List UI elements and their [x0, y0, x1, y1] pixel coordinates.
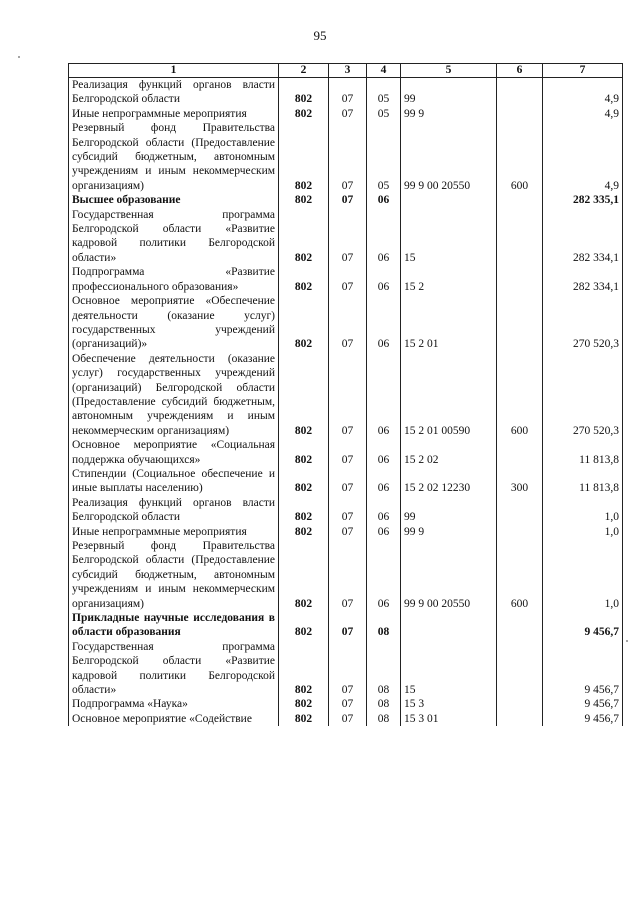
target-article-cell: 99 9 — [401, 525, 497, 539]
table-row — [69, 611, 623, 640]
expense-type-cell: 600 — [497, 352, 543, 438]
header-cell: 7 — [543, 64, 623, 78]
table-row — [69, 640, 623, 698]
expense-type-cell — [497, 107, 543, 121]
code-cell: 802 — [279, 438, 329, 467]
amount-cell: 1,0 — [543, 496, 623, 525]
section-cell: 07 — [329, 294, 367, 352]
row-name-cell: Резервный фонд Правительства Белгородской области (Предоставление субсидий бюджетным, автономным учреждениям и иным некоммерческим организациям) — [69, 121, 279, 193]
section-cell: 07 — [329, 697, 367, 711]
subsection-cell: 08 — [367, 697, 401, 711]
header-cell: 4 — [367, 64, 401, 78]
section-cell: 07 — [329, 193, 367, 207]
table-row — [69, 294, 623, 352]
row-name-cell: Основное мероприятие «Обеспечение деятельности (оказание услуг) государственных учреждений (организаций)» — [69, 294, 279, 352]
subsection-cell: 05 — [367, 78, 401, 107]
expense-type-cell — [497, 525, 543, 539]
target-article-cell: 15 3 — [401, 697, 497, 711]
section-cell: 07 — [329, 712, 367, 726]
target-article-cell — [401, 611, 497, 640]
section-cell: 07 — [329, 611, 367, 640]
code-cell: 802 — [279, 121, 329, 193]
target-article-cell: 15 3 01 — [401, 712, 497, 726]
code-cell: 802 — [279, 193, 329, 207]
expense-type-cell — [497, 193, 543, 207]
row-name-cell: Резервный фонд Правительства Белгородской области (Предоставление субсидий бюджетным, автономным учреждениям и иным некоммерческим организациям) — [69, 539, 279, 611]
amount-cell: 4,9 — [543, 78, 623, 107]
table-row — [69, 496, 623, 525]
subsection-cell: 06 — [367, 208, 401, 266]
code-cell: 802 — [279, 352, 329, 438]
section-cell: 07 — [329, 496, 367, 525]
code-cell: 802 — [279, 525, 329, 539]
table-body — [69, 78, 623, 727]
code-cell: 802 — [279, 697, 329, 711]
amount-cell: 1,0 — [543, 539, 623, 611]
target-article-cell: 99 — [401, 78, 497, 107]
expense-type-cell: 600 — [497, 539, 543, 611]
subsection-cell: 06 — [367, 539, 401, 611]
page-number: 95 — [313, 28, 327, 43]
amount-cell: 4,9 — [543, 121, 623, 193]
target-article-cell: 15 2 01 — [401, 294, 497, 352]
table-row — [69, 467, 623, 496]
table-row — [69, 193, 623, 207]
amount-cell: 1,0 — [543, 525, 623, 539]
code-cell: 802 — [279, 712, 329, 726]
amount-cell: 270 520,3 — [543, 294, 623, 352]
target-article-cell: 15 2 02 12230 — [401, 467, 497, 496]
target-article-cell: 15 2 01 00590 — [401, 352, 497, 438]
amount-cell: 9 456,7 — [543, 611, 623, 640]
budget-table — [68, 63, 623, 726]
row-name-cell: Реализация функций органов власти Белгородской области — [69, 496, 279, 525]
target-article-cell: 99 9 00 20550 — [401, 539, 497, 611]
table-row — [69, 107, 623, 121]
subsection-cell: 06 — [367, 265, 401, 294]
row-name-cell: Основное мероприятие «Социальная поддержка обучающихся» — [69, 438, 279, 467]
section-cell: 07 — [329, 467, 367, 496]
section-cell: 07 — [329, 539, 367, 611]
code-cell: 802 — [279, 208, 329, 266]
expense-type-cell — [497, 208, 543, 266]
header-cell: 1 — [69, 64, 279, 78]
section-cell: 07 — [329, 121, 367, 193]
amount-cell: 282 334,1 — [543, 265, 623, 294]
expense-type-cell — [497, 611, 543, 640]
table-row — [69, 525, 623, 539]
header-row — [69, 64, 623, 78]
amount-cell: 270 520,3 — [543, 352, 623, 438]
row-name-cell: Государственная программа Белгородской области «Развитие кадровой политики Белгородской области» — [69, 640, 279, 698]
expense-type-cell — [497, 78, 543, 107]
code-cell: 802 — [279, 539, 329, 611]
target-article-cell: 15 2 02 — [401, 438, 497, 467]
target-article-cell: 15 — [401, 208, 497, 266]
subsection-cell: 06 — [367, 352, 401, 438]
row-name-cell: Основное мероприятие «Содействие — [69, 712, 279, 726]
row-name-cell: Высшее образование — [69, 193, 279, 207]
subsection-cell: 06 — [367, 496, 401, 525]
row-name-cell: Иные непрограммные мероприятия — [69, 525, 279, 539]
subsection-cell: 06 — [367, 438, 401, 467]
row-name-cell: Прикладные научные исследования в области образования — [69, 611, 279, 640]
subsection-cell: 05 — [367, 121, 401, 193]
row-name-cell: Реализация функций органов власти Белгородской области — [69, 78, 279, 107]
amount-cell: 282 335,1 — [543, 193, 623, 207]
expense-type-cell: 600 — [497, 121, 543, 193]
target-article-cell: 15 2 — [401, 265, 497, 294]
table-row — [69, 208, 623, 266]
header-cell: 3 — [329, 64, 367, 78]
table-row — [69, 78, 623, 107]
code-cell: 802 — [279, 107, 329, 121]
amount-cell: 4,9 — [543, 107, 623, 121]
row-name-cell: Подпрограмма «Развитие профессионального образования» — [69, 265, 279, 294]
subsection-cell: 06 — [367, 193, 401, 207]
code-cell: 802 — [279, 640, 329, 698]
section-cell: 07 — [329, 438, 367, 467]
subsection-cell: 08 — [367, 611, 401, 640]
target-article-cell — [401, 193, 497, 207]
expense-type-cell — [497, 438, 543, 467]
section-cell: 07 — [329, 525, 367, 539]
code-cell: 802 — [279, 78, 329, 107]
section-cell: 07 — [329, 352, 367, 438]
code-cell: 802 — [279, 611, 329, 640]
table-row — [69, 712, 623, 726]
table-row — [69, 121, 623, 193]
table-row — [69, 352, 623, 438]
expense-type-cell — [497, 712, 543, 726]
expense-type-cell — [497, 265, 543, 294]
expense-type-cell — [497, 640, 543, 698]
amount-cell: 9 456,7 — [543, 697, 623, 711]
target-article-cell: 99 — [401, 496, 497, 525]
header-cell: 5 — [401, 64, 497, 78]
row-name-cell: Обеспечение деятельности (оказание услуг) государственных учреждений (организаций) Белгородской области (Предоставление субсидий бюджетным, автономным учреждениям и иным некоммерческим организациям) — [69, 352, 279, 438]
row-name-cell: Подпрограмма «Наука» — [69, 697, 279, 711]
subsection-cell: 06 — [367, 467, 401, 496]
target-article-cell: 15 — [401, 640, 497, 698]
code-cell: 802 — [279, 467, 329, 496]
code-cell: 802 — [279, 294, 329, 352]
expense-type-cell — [497, 496, 543, 525]
row-name-cell: Иные непрограммные мероприятия — [69, 107, 279, 121]
code-cell: 802 — [279, 496, 329, 525]
amount-cell: 282 334,1 — [543, 208, 623, 266]
row-name-cell: Государственная программа Белгородской области «Развитие кадровой политики Белгородской области» — [69, 208, 279, 266]
amount-cell: 11 813,8 — [543, 467, 623, 496]
section-cell: 07 — [329, 107, 367, 121]
section-cell: 07 — [329, 265, 367, 294]
amount-cell: 9 456,7 — [543, 640, 623, 698]
subsection-cell: 05 — [367, 107, 401, 121]
subsection-cell: 08 — [367, 640, 401, 698]
table-row — [69, 265, 623, 294]
subsection-cell: 06 — [367, 525, 401, 539]
header-cell: 6 — [497, 64, 543, 78]
scan-speck — [18, 56, 20, 58]
amount-cell: 11 813,8 — [543, 438, 623, 467]
subsection-cell: 06 — [367, 294, 401, 352]
expense-type-cell: 300 — [497, 467, 543, 496]
code-cell: 802 — [279, 265, 329, 294]
amount-cell: 9 456,7 — [543, 712, 623, 726]
section-cell: 07 — [329, 78, 367, 107]
row-name-cell: Стипендии (Социальное обеспечение и иные выплаты населению) — [69, 467, 279, 496]
scan-speck — [626, 640, 628, 642]
table-row — [69, 438, 623, 467]
target-article-cell: 99 9 00 20550 — [401, 121, 497, 193]
header-cell: 2 — [279, 64, 329, 78]
expense-type-cell — [497, 697, 543, 711]
section-cell: 07 — [329, 208, 367, 266]
expense-type-cell — [497, 294, 543, 352]
table-row — [69, 539, 623, 611]
subsection-cell: 08 — [367, 712, 401, 726]
section-cell: 07 — [329, 640, 367, 698]
table-row — [69, 697, 623, 711]
target-article-cell: 99 9 — [401, 107, 497, 121]
